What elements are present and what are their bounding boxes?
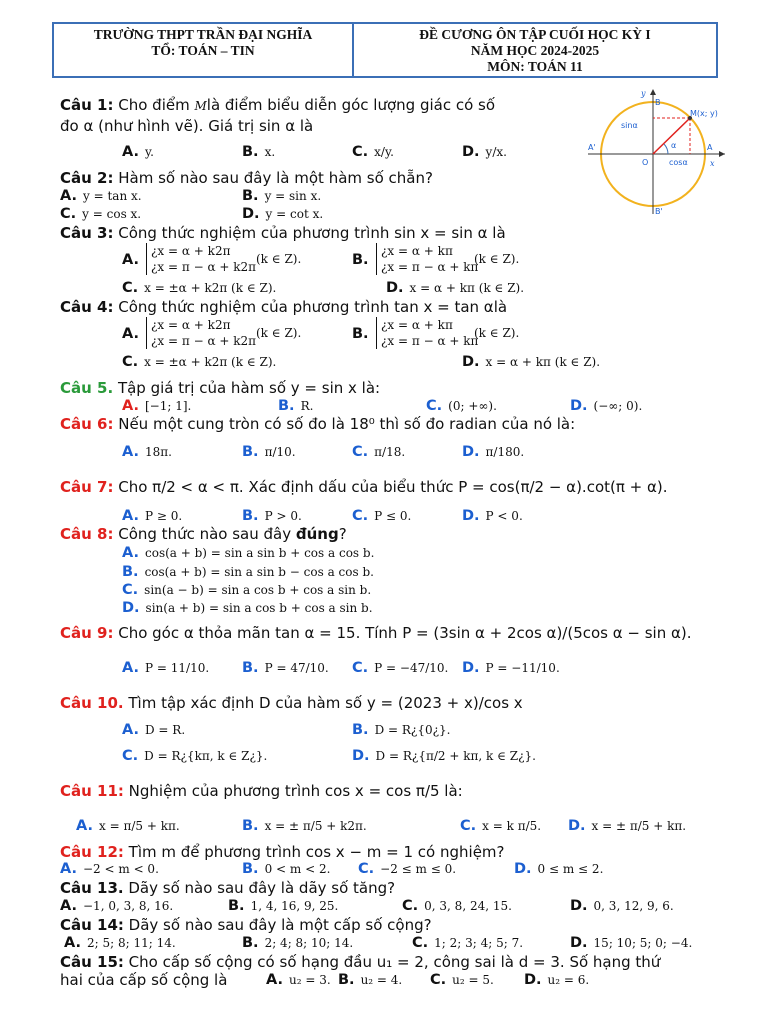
option-label: B. [352, 722, 369, 738]
q10-option-b[interactable] [352, 722, 451, 738]
label-sin: sinα [621, 121, 638, 130]
q1-option-c[interactable] [352, 144, 394, 160]
system-line: ¿x = π − α + k2π [151, 260, 257, 274]
question-text: là điểm biểu diễn góc lượng giác có số [206, 96, 496, 114]
option-text: 15; 10; 5; 0; −4. [593, 936, 693, 950]
question-6 [60, 415, 575, 434]
question-text: Công thức nghiệm của phương trình tan x = tan αlà [113, 298, 508, 316]
option-text: y. [145, 145, 154, 159]
option-text: D = R¿{π/2 + kπ, k ∈ Z¿}. [375, 749, 536, 763]
question-3 [60, 224, 506, 243]
question-text: Công thức nào sau đây [113, 525, 296, 543]
q1-option-d[interactable] [462, 144, 507, 160]
option-label: B. [352, 252, 369, 268]
option-text: x = α + kπ (k ∈ Z). [485, 355, 601, 369]
option-text: 0 ≤ m ≤ 2. [537, 862, 604, 876]
option-text: x = ± π/5 + kπ. [591, 819, 687, 833]
question-text: Cho π/2 < α < π. Xác định dấu của biểu thức P = cos(π/2 − α).cot(π + α). [113, 478, 668, 496]
label-m: M(x; y) [690, 109, 718, 118]
q9-option-d[interactable] [462, 660, 560, 676]
question-13 [60, 879, 395, 898]
option-label: D. [462, 508, 480, 524]
question-4 [60, 298, 507, 317]
q4-option-a-suffix: (k ∈ Z). [256, 326, 302, 340]
q2-option-b[interactable] [242, 188, 321, 204]
option-text: π/180. [485, 445, 525, 459]
q11-option-d[interactable] [568, 818, 686, 834]
option-text: 0, 3, 12, 9, 6. [593, 899, 674, 913]
option-label: B. [242, 660, 259, 676]
option-label: C. [358, 861, 375, 877]
question-emphasis: đúng [295, 525, 339, 543]
q9-option-c[interactable] [352, 660, 448, 676]
question-5 [60, 379, 380, 398]
option-text: y = sin x. [264, 189, 322, 203]
q12-option-c[interactable] [358, 861, 456, 877]
option-text: x. [264, 145, 276, 159]
option-label: C. [122, 354, 139, 370]
option-text: π/10. [264, 445, 296, 459]
option-label: C. [426, 398, 443, 414]
q4-option-c[interactable] [122, 354, 276, 370]
option-text: P = −47/10. [374, 661, 449, 675]
question-number: Câu 7: [60, 478, 114, 496]
question-number: Câu 8: [60, 525, 114, 543]
q10-option-a[interactable] [122, 722, 185, 738]
option-label: D. [570, 935, 588, 951]
question-text: Cho cấp số cộng có số hạng đầu u₁ = 2, công sai là d = 3. Số hạng thứ [123, 953, 661, 971]
option-text: x = ±α + k2π (k ∈ Z). [144, 281, 277, 295]
option-text: 18π. [145, 445, 172, 459]
question-number: Câu 6: [60, 415, 114, 433]
option-text: u₂ = 6. [547, 973, 590, 987]
option-label: D. [462, 144, 480, 160]
option-text: [−1; 1]. [145, 399, 192, 413]
option-text: 0, 3, 8, 24, 15. [424, 899, 512, 913]
question-text: Tìm tập xác định D của hàm số y = (2023 + x)/cos x [123, 694, 523, 712]
option-label: B. [242, 861, 259, 877]
question-text: Công thức nghiệm của phương trình sin x = sin α là [113, 224, 506, 242]
unit-circle-figure [580, 86, 730, 216]
option-text: sin(a + b) = sin a cos b + cos a sin b. [145, 601, 373, 615]
q5-option-d[interactable] [570, 398, 642, 414]
document-header [52, 22, 718, 78]
q7-option-d[interactable] [462, 508, 523, 524]
q6-option-c[interactable] [352, 444, 405, 460]
q4-option-a-system [146, 317, 256, 349]
q3-option-a-system [146, 243, 256, 275]
option-label: C. [352, 508, 369, 524]
q9-option-a[interactable] [122, 660, 209, 676]
option-text: 0 < m < 2. [264, 862, 331, 876]
q14-option-a[interactable] [64, 935, 176, 951]
q4-option-d[interactable] [462, 354, 600, 370]
question-text: Cho góc α thỏa mãn tan α = 15. Tính P = (3sin α + 2cos α)/(5cos α − sin α). [113, 624, 692, 642]
label-alpha: α [671, 141, 677, 150]
q13-option-d[interactable] [570, 898, 674, 914]
question-number: Câu 10. [60, 694, 124, 712]
system-line: ¿x = π − α + kπ [381, 260, 479, 274]
option-label: D. [242, 206, 260, 222]
option-text: 1, 4, 16, 9, 25. [250, 899, 339, 913]
label-y: y [641, 89, 646, 98]
question-10 [60, 694, 523, 713]
option-text: x/y. [374, 145, 394, 159]
question-15-line-2: hai của cấp số cộng là [60, 971, 228, 989]
q12-option-d[interactable] [514, 861, 603, 877]
option-text: −2 < m < 0. [83, 862, 159, 876]
q6-option-a[interactable] [122, 444, 172, 460]
q12-option-a[interactable] [60, 861, 159, 877]
option-label: B. [338, 972, 355, 988]
question-number: Câu 13. [60, 879, 124, 897]
label-o: O [642, 158, 649, 167]
q15-option-d[interactable] [524, 972, 589, 988]
q11-option-c[interactable] [460, 818, 541, 834]
q8-option-b[interactable] [122, 564, 374, 580]
q13-option-a[interactable] [60, 898, 173, 914]
option-label: B. [242, 818, 259, 834]
option-label: C. [122, 748, 139, 764]
q15-option-b[interactable] [338, 972, 402, 988]
option-label: A. [122, 252, 139, 268]
option-label: D. [570, 898, 588, 914]
question-text: Tập giá trị của hàm số y = sin x là: [113, 379, 381, 397]
option-text: π/18. [374, 445, 406, 459]
option-text: y = cot x. [265, 207, 324, 221]
q13-option-b[interactable] [228, 898, 338, 914]
question-number: Câu 9: [60, 624, 114, 642]
q3-option-d[interactable] [386, 280, 524, 296]
option-text: P ≥ 0. [145, 509, 183, 523]
angle-arc [664, 144, 668, 154]
option-text: x = α + kπ (k ∈ Z). [409, 281, 525, 295]
option-text: D = R. [145, 723, 186, 737]
option-text: P = 47/10. [264, 661, 329, 675]
option-text: u₂ = 4. [360, 973, 403, 987]
option-label: A. [266, 972, 283, 988]
q4-option-b-suffix: (k ∈ Z). [474, 326, 520, 340]
option-label: A. [122, 326, 139, 342]
q1-option-a[interactable] [122, 144, 154, 160]
q14-option-c[interactable] [412, 935, 523, 951]
q10-option-c[interactable] [122, 748, 267, 764]
label-ap: A' [588, 143, 596, 152]
question-text: Nếu một cung tròn có số đo là 18⁰ thì số đo radian của nó là: [113, 415, 576, 433]
option-text: 2; 4; 8; 10; 14. [264, 936, 354, 950]
option-label: B. [278, 398, 295, 414]
option-label: D. [462, 660, 480, 676]
q3-option-a-suffix: (k ∈ Z). [256, 252, 302, 266]
label-cos: cosα [669, 158, 688, 167]
question-8 [60, 525, 347, 544]
question-number: Câu 3: [60, 224, 114, 242]
option-label: D. [568, 818, 586, 834]
q5-option-a[interactable] [122, 398, 191, 414]
label-x: x [710, 159, 715, 168]
q9-option-b[interactable] [242, 660, 329, 676]
option-text: u₂ = 5. [452, 973, 494, 987]
label-bp: B' [655, 207, 663, 216]
question-7 [60, 478, 668, 497]
option-label: A. [64, 935, 81, 951]
question-text: Nghiệm của phương trình cos x = cos π/5 là: [123, 782, 463, 800]
q3-option-b-suffix: (k ∈ Z). [474, 252, 520, 266]
question-text: Dãy số nào sau đây là một cấp số cộng? [123, 916, 432, 934]
option-text: cos(a + b) = sin a sin b + cos a cos b. [145, 546, 375, 560]
q11-option-a[interactable] [76, 818, 180, 834]
system-line: ¿x = π − α + k2π [151, 334, 257, 348]
option-label: A. [60, 188, 77, 204]
question-text: Dãy số nào sau đây là dãy số tăng? [123, 879, 396, 897]
x-arrow-icon [719, 151, 725, 157]
q14-option-d[interactable] [570, 935, 692, 951]
q15-option-c[interactable] [430, 972, 494, 988]
option-label: D. [386, 280, 404, 296]
option-text: D = R¿{kπ, k ∈ Z¿}. [144, 749, 268, 763]
option-label: A. [122, 660, 139, 676]
q3-option-a[interactable] [122, 252, 145, 268]
question-9 [60, 624, 692, 643]
school-year: NĂM HỌC 2024-2025 [470, 43, 600, 58]
question-number: Câu 11: [60, 782, 124, 800]
option-label: C. [352, 444, 369, 460]
option-text: y/x. [485, 145, 507, 159]
system-line: ¿x = α + kπ [381, 318, 453, 332]
option-label: D. [570, 398, 588, 414]
option-label: A. [122, 444, 139, 460]
question-number: Câu 2: [60, 169, 114, 187]
option-text: y = tan x. [83, 189, 142, 203]
option-text: P = −11/10. [485, 661, 560, 675]
question-number: Câu 1: [60, 96, 114, 114]
option-text: 2; 5; 8; 11; 14. [87, 936, 176, 950]
q7-option-a[interactable] [122, 508, 182, 524]
option-label: A. [76, 818, 93, 834]
question-text: Tìm m để phương trình cos x − m = 1 có nghiệm? [123, 843, 505, 861]
question-math: M [194, 99, 207, 113]
option-text: x = ±α + k2π (k ∈ Z). [144, 355, 277, 369]
question-number: Câu 5. [60, 379, 114, 397]
option-label: A. [122, 508, 139, 524]
question-1 [60, 96, 495, 116]
q10-option-d[interactable] [352, 748, 536, 764]
option-text: sin(a − b) = sin a cos b + cos a sin b. [144, 583, 372, 597]
option-label: A. [122, 722, 139, 738]
option-label: C. [352, 144, 369, 160]
option-text: (0; +∞). [448, 399, 497, 413]
question-11 [60, 782, 463, 801]
question-12 [60, 843, 505, 862]
q6-option-d[interactable] [462, 444, 524, 460]
option-label: B. [242, 508, 259, 524]
q3-option-b-system [376, 243, 478, 275]
q2-option-a[interactable] [60, 188, 142, 204]
option-text: P > 0. [264, 509, 302, 523]
option-label: C. [412, 935, 429, 951]
q5-option-c[interactable] [426, 398, 497, 414]
option-label: C. [60, 206, 77, 222]
school-name: TRƯỜNG THPT TRẦN ĐẠI NGHĨA [93, 27, 313, 42]
option-text: P = 11/10. [145, 661, 210, 675]
option-text: −1, 0, 3, 8, 16. [83, 899, 174, 913]
option-label: D. [122, 600, 140, 616]
option-label: D. [352, 748, 370, 764]
system-line: ¿x = α + k2π [151, 244, 231, 258]
option-text: P ≤ 0. [374, 509, 412, 523]
q3-option-b[interactable] [352, 252, 375, 268]
option-label: B. [242, 188, 259, 204]
option-label: C. [460, 818, 477, 834]
title-block [354, 24, 716, 76]
option-text: −2 ≤ m ≤ 0. [380, 862, 457, 876]
question-number: Câu 12: [60, 843, 124, 861]
question-text: ? [338, 525, 347, 543]
label-b: B [655, 98, 661, 107]
option-text: x = π/5 + kπ. [99, 819, 180, 833]
subject: MÔN: TOÁN 11 [487, 59, 583, 74]
option-label: A. [60, 861, 77, 877]
system-line: ¿x = π − α + kπ [381, 334, 479, 348]
option-text: cos(a + b) = sin a sin b − cos a cos b. [144, 565, 374, 579]
option-label: B. [242, 444, 259, 460]
q6-option-b[interactable] [242, 444, 296, 460]
option-label: C. [122, 582, 139, 598]
option-text: P < 0. [485, 509, 523, 523]
option-label: A. [60, 898, 77, 914]
option-text: y = cos x. [82, 207, 142, 221]
q4-option-a[interactable] [122, 326, 145, 342]
label-a: A [707, 143, 713, 152]
question-text: Hàm số nào sau đây là một hàm số chẵn? [113, 169, 433, 187]
department-name: TỔ: TOÁN – TIN [151, 43, 255, 58]
question-number: Câu 4: [60, 298, 114, 316]
doc-title: ĐỀ CƯƠNG ÔN TẬP CUỐI HỌC KỲ I [419, 27, 651, 42]
option-text: D = R¿{0¿}. [374, 723, 451, 737]
y-arrow-icon [650, 89, 656, 95]
q8-option-a[interactable] [122, 545, 374, 561]
option-text: u₂ = 3. [289, 973, 331, 987]
q12-option-b[interactable] [242, 861, 330, 877]
option-label: D. [514, 861, 532, 877]
school-block [54, 24, 354, 76]
q3-option-c[interactable] [122, 280, 276, 296]
system-line: ¿x = α + kπ [381, 244, 453, 258]
option-text: (−∞; 0). [593, 399, 643, 413]
question-15 [60, 953, 660, 972]
option-label: B. [122, 564, 139, 580]
q11-option-b[interactable] [242, 818, 367, 834]
q7-option-c[interactable] [352, 508, 411, 524]
system-line: ¿x = α + k2π [151, 318, 231, 332]
question-14 [60, 916, 432, 935]
option-label: C. [430, 972, 447, 988]
q13-option-c[interactable] [402, 898, 512, 914]
q14-option-b[interactable] [242, 935, 353, 951]
q8-option-c[interactable] [122, 582, 371, 598]
q15-option-a[interactable] [266, 972, 331, 988]
option-label: B. [242, 144, 259, 160]
q8-option-d[interactable] [122, 600, 373, 616]
option-label: A. [122, 144, 139, 160]
option-text: x = k π/5. [482, 819, 542, 833]
option-label: C. [402, 898, 419, 914]
q5-option-b[interactable] [278, 398, 313, 414]
option-text: R. [300, 399, 314, 413]
option-label: B. [242, 935, 259, 951]
option-label: A. [122, 545, 139, 561]
option-label: D. [462, 354, 480, 370]
q4-option-b[interactable] [352, 326, 375, 342]
option-label: C. [352, 660, 369, 676]
question-number: Câu 15: [60, 953, 124, 971]
q2-option-c[interactable] [60, 206, 141, 222]
q2-option-d[interactable] [242, 206, 323, 222]
q4-option-b-system [376, 317, 478, 349]
option-label: A. [122, 398, 139, 414]
q7-option-b[interactable] [242, 508, 302, 524]
question-text: Cho điểm [118, 96, 195, 114]
option-label: B. [228, 898, 245, 914]
option-label: B. [352, 326, 369, 342]
question-1-line-2: đo α (như hình vẽ). Giá trị sin α là [60, 117, 314, 135]
question-number: Câu 14: [60, 916, 124, 934]
option-text: 1; 2; 3; 4; 5; 7. [434, 936, 524, 950]
q1-option-b[interactable] [242, 144, 275, 160]
option-label: D. [524, 972, 542, 988]
option-label: D. [462, 444, 480, 460]
question-2 [60, 169, 433, 188]
option-text: x = ± π/5 + k2π. [264, 819, 367, 833]
option-label: C. [122, 280, 139, 296]
